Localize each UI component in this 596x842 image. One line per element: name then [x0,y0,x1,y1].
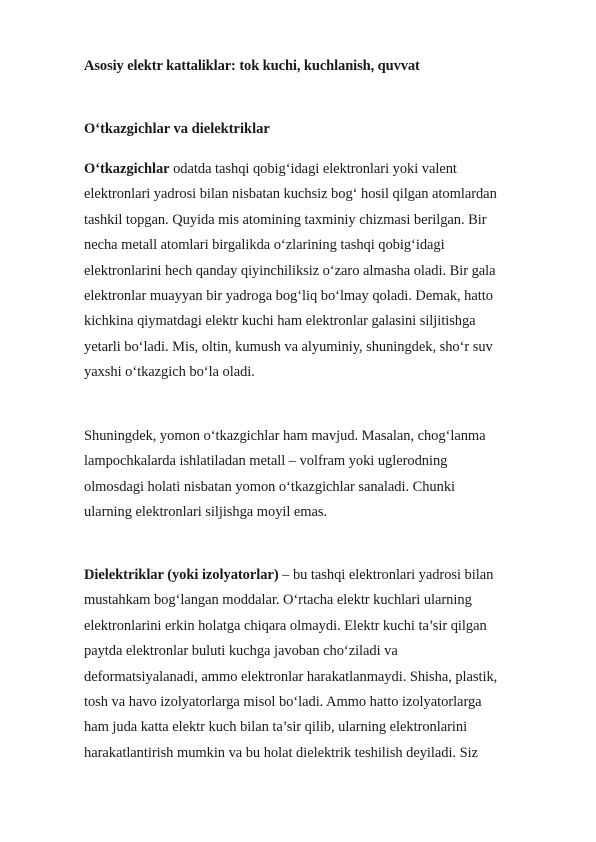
paragraph-line: tashkil topgan. Quyida mis atomining taxminiy chizmasi berilgan. Bir [84,211,487,228]
paragraph-line: Shuningdek, yomon o‘tkazgichlar ham mavjud. Masalan, chog‘lanma [84,428,486,444]
paragraph-line: yaxshi o‘tkazgich bo‘la oladi. [84,364,255,381]
paragraph-line [84,563,560,588]
paragraph-line: harakatlantirish mumkin va bu holat dielektrik teshilish deyiladi. Siz [84,744,478,761]
paragraph-line: necha metall atomlari birgalikda o‘zlarining tashqi qobig‘idagi [84,237,445,254]
section-heading: O‘tkazgichlar va dielektriklar [84,121,270,137]
paragraph-line: elektronlarini erkin holatga chiqara olmaydi. Elektr kuchi ta’sir qilgan [84,617,487,634]
paragraph-conductors [84,157,560,386]
paragraph-line: mustahkam bog‘langan moddalar. O‘rtacha elektr kuchlari ularning [84,592,472,609]
paragraph-line: ularning elektronlari siljishga moyil emas. [84,504,328,521]
paragraph-line: yetarli bo‘ladi. Mis, oltin, kumush va alyuminiy, shuningdek, sho‘r suv [84,338,493,355]
term-conductors: O‘tkazgichlar [84,161,170,177]
paragraph-line: elektronlarini hech qanday qiyinchiliksiz o‘zaro almasha oladi. Bir gala [84,262,496,279]
paragraph-line-text: – bu tashqi elektronlari yadrosi bilan [278,567,494,583]
paragraph-line: tosh va havo izolyatorlarga misol bo‘ladi. Ammo hatto izolyatorlarga [84,694,482,711]
paragraph-line: paytda elektronlar buluti kuchga javoban cho‘ziladi va [84,643,398,660]
document-title: Asosiy elektr kattaliklar: tok kuchi, kuchlanish, quvvat [84,58,420,74]
paragraph-line: lampochkalarda ishlatiladan metall – volfram yoki uglerodning [84,453,448,470]
paragraph-line: olmosdagi holati nisbatan yomon o‘tkazgichlar sanaladi. Chunki [84,478,456,495]
paragraph-poor-conductors [84,424,560,526]
paragraph-dielectrics [84,563,560,766]
paragraph-line: ham juda katta elektr kuch bilan ta’sir qilib, ularning elektronlarini [84,719,468,736]
paragraph-line: deformatsiyalanadi, ammo elektronlar harakatlanmaydi. Shisha, plastik, [84,668,498,685]
paragraph-line: elektronlar muayyan bir yadroga bog‘liq bo‘lmay qoladi. Demak, hatto [84,288,493,305]
paragraph-line: kichkina qiymatdagi elektr kuchi ham elektronlar galasini siljitishga [84,313,476,330]
term-dielectrics: Dielektriklar (yoki izolyatorlar) [84,567,279,583]
paragraph-line-text: odatda tashqi qobig‘idagi elektronlari yoki valent [169,161,457,177]
paragraph-line: elektronlari yadrosi bilan nisbatan kuchsiz bog‘ hosil qilgan atomlardan [84,186,497,203]
paragraph-line [84,157,560,182]
